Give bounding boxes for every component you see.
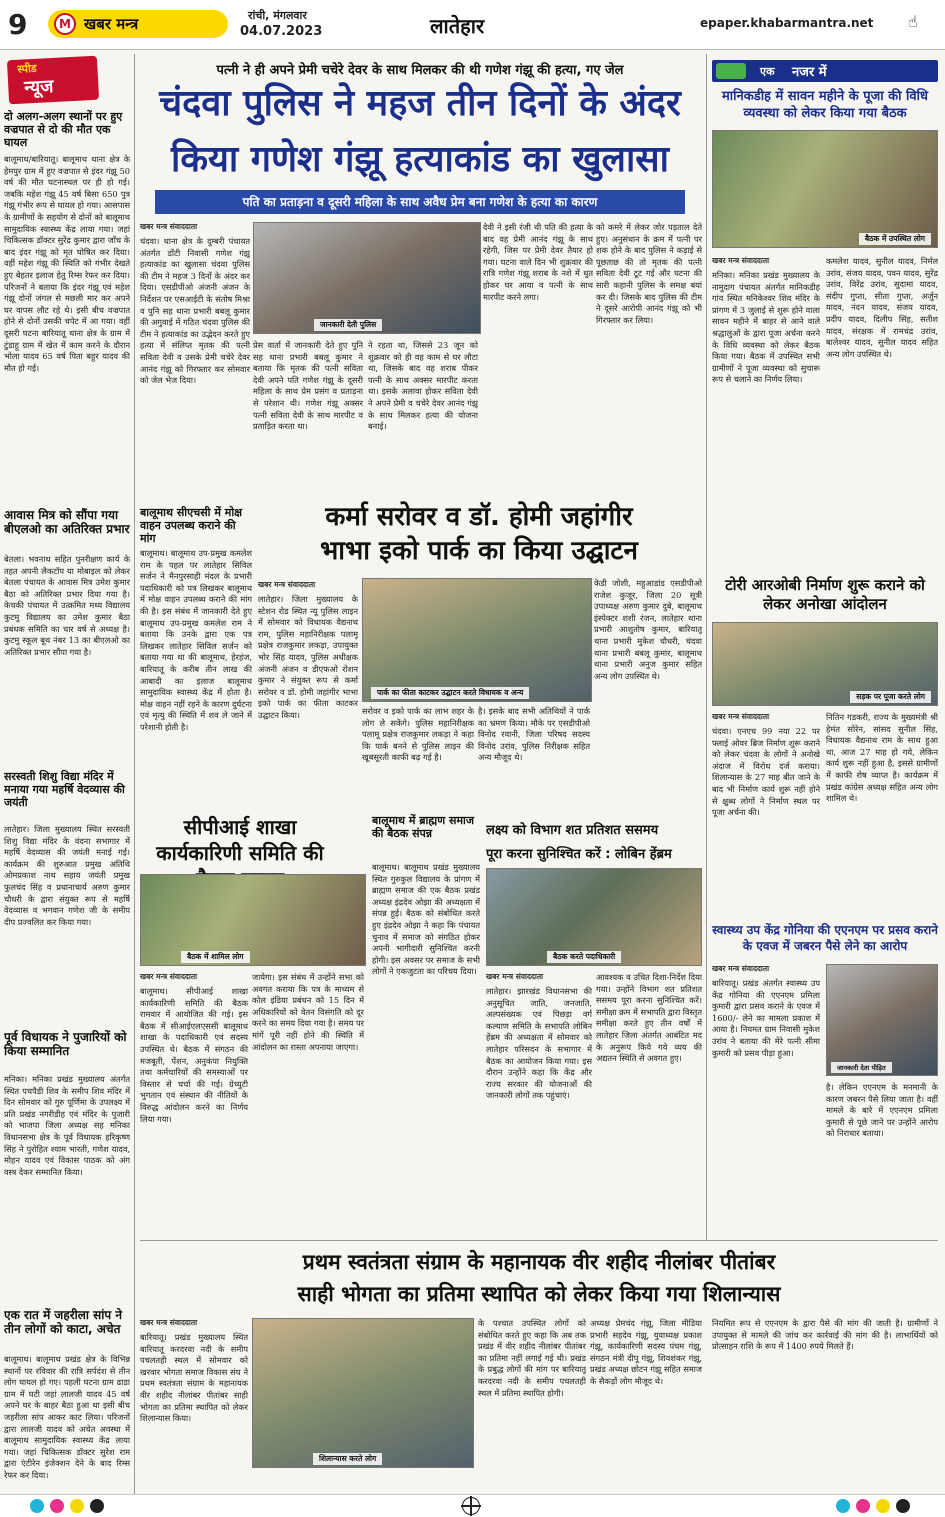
ek-nazar-icon <box>716 63 746 79</box>
cpi-body: बालूमाथ। सीपीआई शाखा कार्यकारिणी समिति की बैठक रामवार में आयोजित की गई। इस बैठक में सीआईएलएससी बालूमाथ शाखा के पदाधिकारी एवं सदस्य उपस्थित थे। बैठक में संगठन की मजबूती, पेंशन, अनुकंपा नियुक्ति तथा कर्मचारियों की समस्याओं पर विस्तार से चर्चा की गई। ग्रेच्युटी भुगतान एवं संस्थान की नीतियों के विरुद्ध आंदोलन करने का निर्णय लिया गया। <box>140 986 248 1124</box>
cpi-headline: सीपीआई शाखा कार्यकारिणी समिति की <box>156 815 324 865</box>
sidebar-story-4-head: पूर्व विधायक ने पुजारियों को किया सम्मानित <box>4 1030 127 1058</box>
right-story-3-caption: जानकारी देता पीड़ित <box>831 1062 892 1073</box>
park-photo <box>362 578 592 702</box>
right-story-2-col-1: चंदवा। एनएच 99 नया 22 पर फ्लाई ओवर ब्रिज निर्माण शुरू कराने को लेकर चंदवा के लोगों ने अनोखे अंदाज में विरोध दर्ज कराया। शिलान्यास के 27 माह बीत जाने के बाद भी निर्माण कार्य शुरू नहीं होने से क्षुब्ध लोगों ने निर्माण स्थल पर पूजा अर्चना की। <box>712 726 820 818</box>
lakshya-col-2: आवश्यक व उचित दिशा-निर्देश दिया गया। उन्होंने विभाग शत प्रतिशत ससमय पूरा करना सुनिश्चित करें। समीक्षा क्रम में सभापति द्वारा विस्तृत समीक्षा करते हुए तीन वर्षों में लातेहार जिला अंतर्गत आबंटित मद के अनुरूप किये गये व्यय की अद्यतन स्थिति से अवगत हुए। <box>596 972 702 1064</box>
cpi-photo-caption: बैठक में शामिल लोग <box>181 951 250 963</box>
ek-label: एक <box>760 65 775 78</box>
right-story-1-col-1: मनिका। मनिका प्रखंड मुख्यालय के नामुदाग पंचायत अंतर्गत मानिकडीह गांव स्थित मनिकेश्वर शिव मंदिर के प्रांगण में 3 जुलाई से शुरू होने वाला सावन महीने में बाहर से आने वाले श्रद्धालुओं के द्वारा पूजा अर्चना करने के विधि व्यवस्था को लेकर बैठक किया गया। बैठक में उपस्थित सभी ग्रामीणों ने पूजा व्यवस्था को सुचारू रूप से चलाने का निर्णय लिया। <box>712 270 820 385</box>
right-story-1-col-2: कमलेश यादव, सुनील यादव, निर्मल उरांव, संजय यादव, पवन यादव, सुरेंद्र उरांव, विरेंद्र उरांव, सुदामा यादव, संदीप गुप्ता, सीता गुप्ता, अर्जुन यादव, नंदन यादव, संजय यादव, प्रदीप यादव, दिलीप सिंह, सतीश यादव, संरक्षक में रामचंद्र उरांव, बालेश्वर यादव, सुनील यादव सहित अन्य लोग उपस्थित थे। <box>826 256 938 359</box>
cpi-byline: खबर मन्त्र संवाददाता <box>140 972 198 981</box>
badge-bottom-text: न्यूज <box>23 75 54 99</box>
badge-top-text: स्पीड <box>17 61 37 76</box>
cpi-photo <box>140 874 366 966</box>
brand-logo-icon: M <box>54 13 76 35</box>
right-story-1-head: मानिकडीह में सावन महीने के पूजा की विधि व्यवस्था को लेकर किया गया बैठक <box>722 89 928 121</box>
footer-dot-yellow-2 <box>876 1499 890 1513</box>
sidebar-divider <box>134 54 135 1494</box>
lead-kicker: पत्नी ने ही अपने प्रेमी चचेरे देवर के साथ मिलकर की थी गणेश गंझू की हत्या, गए जेल <box>216 63 624 78</box>
lakshya-headline-line-2: पूरा करना सुनिश्चित करें : लोबिन हेंब्रम <box>486 847 672 862</box>
bottom-col-4: नियमित रूप से एएनएम के द्वारा पैसे की मांग की जाती है। ग्रामीणों ने उपायुक्त से मामले की जांच कर कार्रवाई की मांग की है। लाभार्थियों को प्रोत्साहन राशि के रूप में 1400 रुपये मिलते हैं। <box>712 1318 938 1352</box>
right-story-3-photo <box>826 964 938 1076</box>
header-city-day: रांची, मंगलवार <box>248 9 307 22</box>
park-byline: खबर मन्त्र संवाददाता <box>258 580 316 589</box>
bottom-photo <box>252 1318 474 1468</box>
speed-news-badge <box>7 56 99 105</box>
right-story-1-photo <box>712 130 938 248</box>
footer-dot-black-2 <box>896 1499 910 1513</box>
chc-body: बालूमाथ। बालूमाथ उप-प्रमुख कमलेश राम के पहल पर लातेहार सिविल सर्जन ने मैनपुरसाही मंदल के प्रभारी पदाधिकारी को पत्र लिखकर बालूमाथ में मोक्ष वाहन उपलब्ध कराने की मांग की है। इस संबंध में जानकारी देते हुए बालूमाथ उप-प्रमुख कमलेश राम ने बताया कि उनके द्वारा एक पत्र लिखकर लातेहार सिविल सर्जन को बताया गया था की बालूमाथ, हेरहंज, बारियातू के करीब तीन लाख की आबादी का इलाज बालूमाथ सामुदायिक स्वास्थ्य केंद्र में होता है। मोक्ष वाहन नहीं रहने के कारण दुर्घटना एवं मृत्यु की स्थिति में शव ले जाने में परेशानी होती है। <box>140 548 252 732</box>
brahmin-body: बालूमाथ। बालूमाथ प्रखंड मुख्यालय स्थित गुरुकुल विद्यालय के प्रांगण में ब्राह्मण समाज की एक बैठक प्रखंड अध्यक्ष इंद्रदेव ओझा की अध्यक्षता में संपन्न हुई। बैठक को संबोधित करते हुए इंद्रदेव ओझा ने कहा कि पंचायत चुनाव में समाज को संगठित होकर अपनी भागीदारी सुनिश्चित करनी होगी। इस अवसर पर समाज के सभी लोगों ने एकजुटता का परिचय दिया। <box>372 862 480 977</box>
right-story-3-col-2: है। लेकिन एएनएम के मनमानी के कारण जबरन पैसे लिया जाता है। वहीं मामले के बारे में एएनएम प्रमिला कुमारी से पूछे जाने पर उन्होंने आरोप को निराधार बताया। <box>826 1082 938 1139</box>
bottom-byline: खबर मन्त्र संवाददाता <box>140 1318 198 1327</box>
park-col-2: सरोवर व इको पार्क का लाभ शहर के लोग ले सकेंगे। पुलिस महानिरीक्षक पलामू प्रक्षेत्र राजकुमार लकड़ा ने कहा कि पार्क बनने से पुलिस लाइन की खूबसूरती काफी बढ़ गई है। <box>362 706 474 763</box>
sidebar-story-5-body: बालूमाथ। बालूमाथ प्रखंड क्षेत्र के विभिन्न स्थानों पर रविवार की रात्रि सर्पदंश से तीन लोग घायल हो गए। पहली घटना ग्राम ढाडा ग्राम में घटी जहां लालजी यादव 45 वर्ष अपने घर के बाहर बैठा हुआ था इसी बीच जहरीला सांप आकर काट लिया। परिजनों द्वारा लालजी यादव को अचेत अवस्था में बालूमाथ सामुदायिक स्वास्थ्य केंद्र लाया गया। जहां चिकित्सक डॉक्टर सुरेश राम द्वारा एंटीरेन इंजेक्शन देने के बाद रिम्स रेफर कर दिया। <box>4 1354 130 1480</box>
park-col-4: केडी जोशी, महुआडांड एसडीपीओ राजेश कुजूर, जिला 20 सूत्री उपाध्यक्ष अरुण कुमार दुबे, बालूमाथ इंस्पेक्टर शशी रंजन, लातेहार थाना प्रभारी आशुतोष कुमार, बारियातू थाना प्रभारी मुकेश चौधरी, चंदवा थाना प्रभारी बबलू कुमार, बालूमाथ थाना प्रभारी अनुज कुमार सहित अन्य लोग उपस्थित थे। <box>594 578 702 681</box>
sidebar-story-1-body: बालूमाथ/बारियातू। बालूमाथ थाना क्षेत्र के हेमपुर ग्राम में हुए वज्रपात से इंदर गंझू 50 वर्ष की मौत घटनास्थल पर ही हो गई। जबकि महेश गंझू 45 वर्ष बिसा 650 पुत्र गंझू गंभीर रूप से घायल हो गया। आसपास के ग्रामीणों के सहयोग से दोनों को बालूमाथ सामुदायिक स्वास्थ्य केंद्र लाया गया। जहां चिकित्सक डॉक्टर सुरेंद्र कुमार द्वारा जाँच के बाद इंदर गंझू को मृत घोषित कर दिया। वहीं महेश गंझू की स्थिति को गंभीर देखते हुए बेहतर इलाज हेतु रिम्स रेफर कर दिया। परिजनों ने बताया कि इंदर गंझू एवं महेश गंझू दोनों जंगल से मछली मार कर अपने घर वापस लौट रहे थे। इसी बीच वज्रपात होने से दोनों उसकी चपेट में आ गया। वहीं दूसरी घटना बारियातू थाना क्षेत्र के ग्राम में टुंडाहू ग्राम में खेत में काम करने के दौरान भोला यादव 65 वर्ष पिता बहुर यादव की मौत हो गई। <box>4 154 130 373</box>
site-url: epaper.khabarmantra.net <box>700 16 874 30</box>
footer-bar <box>0 1494 945 1517</box>
footer-dot-cyan-1 <box>30 1499 44 1513</box>
right-story-1-caption: बैठक में उपस्थित लोग <box>859 233 931 245</box>
sidebar-story-3-body: लातेहार। जिला मुख्यालय स्थित सरस्वती शिशु विद्या मंदिर के वंदना सभागार में महर्षि वेदव्यास की जयंती मनाई गई। कार्यक्रम की शुरुआत प्रमुख अतिथि ओमप्रकाश नाथ सहाय जयंती प्रमुख फुलचंद सिंह व प्रधानाचार्य अरुण कुमार चौधरी के द्वारा संयुक्त रूप से महर्षि वेदव्यास व भगवान गणेश जी के समीप दीप प्रज्वलित कर किया गया। <box>4 824 130 927</box>
park-headline-line-1: कर्मा सरोवर व डॉ. होमी जहांगीर <box>325 502 633 532</box>
sidebar-story-2-head: आवास मित्र को सौंपा गया बीएलओ का अतिरिक्त प्रभार <box>4 508 130 536</box>
cpi-body-2: जायेगा। इस संबंध में उन्होंने सभा को अवगत कराया कि पत्र के माध्यम से कोल इंडिया प्रबंधन को 15 दिन में अधिकारियों को वेतन विसंगति को दूर करने का समय दिया गया है। समय पर मांगें पूरी नहीं होने की स्थिति में आंदोलन का रास्ता अपनाया जाएगा। <box>252 972 364 1052</box>
park-col-1: लातेहार। जिला मुख्यालय के स्टेशन रोड स्थित न्यू पुलिस लाइन में सोमवार को विधायक वैद्यनाथ राम, पुलिस महानिरीक्षक पलामू प्रक्षेत्र राजकुमार लकड़ा, उपायुक्त भोर सिंह यादव, पुलिस अधीक्षक अंजनी अंजन व डीएफओ रोशन कुमार ने संयुक्त रूप से कर्मा सरोवर व डॉ. होमी जहांगीर भाभा इको पार्क का फीता काटकर उद्घाटन किया। <box>258 594 358 720</box>
registration-mark-hline <box>461 1505 481 1507</box>
lakshya-photo-caption: बैठक करते पदाधिकारी <box>547 951 621 963</box>
right-story-3-col-1: बारियातू। प्रखंड अंतर्गत स्वास्थ्य उप केंद्र गोनिया की एएनएम प्रमिला कुमारी द्वारा प्रसव कराने के एवज में 1600/- लेने का मामला प्रकाश में आया है। नियमत ग्राम निवासी मुकेश उरांव ने बताया की मेरे पत्नी सीमा कुमारी को प्रसव पीड़ा हुआ। <box>712 978 820 1058</box>
right-story-1-byline: खबर मन्त्र संवाददाता <box>712 256 770 265</box>
brand-name: खबर मन्त्र <box>84 15 139 33</box>
park-photo-caption: पार्क का फीता काटकर उद्घाटन करते विधायक व अन्य <box>371 687 529 699</box>
lakshya-col-1: लातेहार। झारखंड विधानसभा की अनुसूचित जाति, जनजाति, अल्पसंख्यक एवं पिछड़ा वर्ग कल्याण समिति के सभापति लोबिन हेंब्रम की अध्यक्षता में सोमवार को लातेहार परिसदन के सभागार में बैठक का आयोजन किया गया। इस दौरान उन्होंने कहा कि केंद्र और राज्य सरकार की योजनाओं की जानकारी लोगों तक पहुंचाएं। <box>486 986 592 1101</box>
footer-dot-yellow-1 <box>70 1499 84 1513</box>
sidebar-story-4-body: मनिका। मनिका प्रखंड मुख्यालय अंतर्गत स्थित पचपैडी शिव के समीप शिव मंदिर में दिन सोमवार को गुरु पूर्णिमा के उपलक्ष्य में प्रति प्रखंड नगरीडीह एवं मंदिर के पुजारी को भाजपा जिला अध्यक्ष सह मनिका विधानसभा क्षेत्र के पूर्व विधायक हरिकृष्ण सिंह ने पुरोहित श्याम भारती, गणेश यादव, मोहन यादव एवं विकास पाठक को अंग वस्त्र देकर सम्मानित किया। <box>4 1074 130 1177</box>
lead-col-1: चंदवा। थाना क्षेत्र के दुम्बरी पंचायत अंतर्गत डोंटी निवासी गणेश गंझू हत्याकांड का खुलासा चंदवा पुलिस की टीम ने महज 3 दिनों के अंदर कर दिया। एसडीपीओ अंजनी अंजन के निर्देशन पर एसआईटी के संतोष मिश्रा व पुनि सह थाना प्रभारी बबलू कुमार की अगुवाई में गठित चंदवा पुलिस की टीम ने हत्याकांड का उद्भेदन करते हुए हत्या में संलिप्त मृतक की पत्नी सविता देवी व उसके प्रेमी चचेरे देवर आनंद गंझू को गिरफ्तार कर सोमवार को जेल भेज दिया। <box>140 236 250 386</box>
header-date: 04.07.2023 <box>240 24 323 39</box>
park-col-3: है। इसके बाद सभी अतिथियों ने पार्क का भ्रमण किया। मौके पर एसडीपीओ विनोद रवानी, जिला परिषद सदस्य विनोद उरांव, पुलिस निरीक्षक सहित अन्य मौजूद थे। <box>478 706 590 763</box>
bottom-col-2: के पश्चात उपस्थित लोगों को संबोधित करते हुए कहा कि अब तक प्रखंड में वीर शहीद नीलांबर पीतांबर का प्रतिमा नहीं लगाई गई थी। प्रखंड के प्रबुद्ध लोगों की मांग पर बारियातू करदरवा नदी के समीप पचलतही स्थल में प्रतिमा स्थापित होगी। <box>478 1318 586 1398</box>
bottom-col-3: अध्यक्ष प्रेमचंद गंझू, जिला मीडिया प्रभारी सहदेव गंझू, युवाध्यक्ष प्रकाश गंझू, कार्यकारिणी सदस्य पंचम गंझू, संगठन मंत्री दीपू गंझू, शिवशंकर गंझू, प्रखंड अध्यक्ष छोटन गंझू सहित समाज के सैकड़ों लोग मौजूद थे। <box>590 1318 702 1386</box>
right-story-3-head: स्वास्थ्य उप केंद्र गोनिया की एएनएम पर प्रसव कराने के एवज में जबरन पैसे लेने का आरोप <box>712 923 938 953</box>
ek-nazar-tag <box>712 60 938 82</box>
right-story-2-caption: सड़क पर पूजा करते लोग <box>850 691 931 703</box>
bottom-story-top-rule <box>140 1240 938 1241</box>
masthead-bar <box>0 0 945 50</box>
lead-headline-line-1: चंदवा पुलिस ने महज तीन दिनों के अंदर <box>159 83 681 124</box>
lead-col-2: प्रेस वार्ता में जानकारी देते हुए पुनि सह थाना प्रभारी बबलू कुमार ने बताया कि मृतक की पत्नी सविता देवी अपने पति गणेश गंझू के दूसरी महिला के साथ प्रेम प्रसंग व प्रताड़ना से परेशान थी। गणेश गंझू अक्सर पत्नी सविता देवी के साथ मारपीट व प्रताड़ित करता था। <box>253 340 363 432</box>
lead-col-3: ने रहता था, जिससे 23 जून को शुक्रवार को ही वह काम से घर लौटा था, जिसके बाद वह शराब पीकर पत्नी के साथ अक्सर मारपीट करता था। इसके अलावा होकर सविता देवी ने अपने प्रेमी व चचेरे देवर आनंद गंझू के साथ मिलकर हत्या की योजना बनाई। <box>368 340 478 432</box>
right-story-2-byline: खबर मन्त्र संवाददाता <box>712 712 770 721</box>
lead-col-4: देवी ने इसी रंजी थी पति की हत्या के बाद वह प्रेमी आनंद गंझू के साथ रहेगी, जिस पर प्रेमी देवर तैयार हो गया। घटना वाले दिन भी शुक्रवार की रात्रि गणेश गंझू शराब के नशे में धुत होकर घर आया व पत्नी के साथ मारपीट करने लगा। <box>483 222 593 302</box>
brahmin-headline: बालूमाथ में ब्राह्मण समाज की बैठक संपन्न <box>372 814 475 840</box>
hand-cursor-icon: ☝ <box>908 12 918 31</box>
footer-dot-cyan-2 <box>836 1499 850 1513</box>
right-story-3-byline: खबर मन्त्र संवाददाता <box>712 964 770 973</box>
sidebar-story-5-head: एक रात में जहरीला सांप ने तीन लोगों को काटा, अचेत <box>4 1308 123 1336</box>
bottom-photo-caption: शिलान्यास करते लोग <box>313 1453 382 1465</box>
section-title: लातेहार <box>430 14 485 38</box>
lead-photo <box>253 222 481 334</box>
page-number: 9 <box>8 8 28 41</box>
lead-headline-line-2: किया गणेश गंझू हत्याकांड का खुलासा <box>171 139 669 180</box>
lead-byline: खबर मन्त्र संवाददाता <box>140 222 198 231</box>
bottom-headline-line-1: प्रथम स्वतंत्रता संग्राम के महानायक वीर शहीद नीलांबर पीतांबर <box>302 1250 776 1274</box>
nazar-label: नजर में <box>792 65 827 80</box>
lead-subhead: पति का प्रताड़ना व दूसरी महिला के साथ अवैध प्रेम बना गणेश के हत्या का कारण <box>155 190 685 214</box>
footer-dot-magenta-2 <box>856 1499 870 1513</box>
registration-mark-icon <box>462 1497 480 1515</box>
footer-dot-black-1 <box>90 1499 104 1513</box>
right-story-2-col-2: नितिन गडकरी, राज्य के मुख्यमंत्री श्री हेमंत सोरेन, सांसद सुनील सिंह, विधायक वैद्यनाथ राम के साथ हुआ था, आज 27 माह हो गये, लेकिन कार्य शुरू नहीं हुआ है, इससे ग्रामीणों में काफी रोष व्याप्त है। कार्यक्रम में प्रखंड कांग्रेस अध्यक्ष सहित अन्य लोग शामिल थे। <box>826 712 938 804</box>
right-story-2-photo <box>712 622 938 706</box>
brand-strip <box>48 10 228 38</box>
bottom-col-1: बारियातू। प्रखंड मुख्यालय स्थित बारियातू करदरवा नदी के समीप पचलतही स्थल में सोमवार को खरवार भोगता समाज विकास संघ ने प्रथम स्वतंत्रता संग्राम के महानायक वीर शहीद नीलांबर पीतांबर साही भोगता का प्रतिमा स्थापित को लेकर शिलान्यास किया। <box>140 1332 248 1424</box>
sidebar-story-2-body: बेतला। भवनाथ सहित पुनरीक्षण कार्य के तहत अपनी लैकटॉप या मोबाइल को लेकर बेतला पंचायत के आवास मित्र उमेश कुमार बैठा को अतिरिक्त प्रभार दिया गया है। केचकी पंचायत में उत्क्रमित मध्य विद्यालय कुटमु विद्यालय का उमेश कुमार बैठा प्रबंधक समिति का चार वर्ष से अध्यक्ष है। कुटमु स्कूल बूथ नंबर 13 का बीएलओ का अतिरिक्त प्रभार सौंपा गया है। <box>4 554 130 657</box>
bottom-headline-line-2: साही भोगता का प्रतिमा स्थापित को लेकर किया गया शिलान्यास <box>297 1282 781 1306</box>
sidebar-story-1-head: दो अलग-अलग स्थानों पर हुए वज्रपात से दो की मौत एक घायल <box>4 110 123 149</box>
lead-photo-caption: जानकारी देती पुलिस <box>314 319 382 331</box>
lead-col-5: को कमरे में लेकर जोर पड़ताल देते हुए। अनुसंधान के क्रम में पत्नी पर शक होने के बाद पुलिस ने कड़ाई से पूछताछ की तो मृतक की पत्नी सविता देवी टूट गई और घटना की सारी कहानी पुलिस के समक्ष बयां कर दी। जिसके बाद पुलिस की टीम ने दूसरे आरोपी आनंद गंझू को भी गिरफ्तार कर लिया। <box>596 222 702 325</box>
footer-dot-magenta-1 <box>50 1499 64 1513</box>
park-headline-line-2: भाभा इको पार्क का किया उद्घाटन <box>320 536 638 566</box>
lakshya-photo <box>486 868 702 966</box>
right-divider <box>706 54 707 1240</box>
right-story-2-head: टोरी आरओबी निर्माण शुरू कराने को लेकर अनोखा आंदोलन <box>725 576 925 613</box>
sidebar-story-3-head: सरस्वती शिशु विद्या मंदिर में मनाया गया महर्षि वेदव्यास की जयंती <box>4 770 125 809</box>
sidebar-column <box>4 54 132 1494</box>
lakshya-byline: खबर मन्त्र संवाददाता <box>486 972 544 981</box>
chc-headline: बालूमाथ सीएचसी में मोक्ष वाहन उपलब्ध कराने की मांग <box>140 506 243 545</box>
lakshya-headline-line-1: लक्ष्य को विभाग शत प्रतिशत ससमय <box>486 823 659 838</box>
